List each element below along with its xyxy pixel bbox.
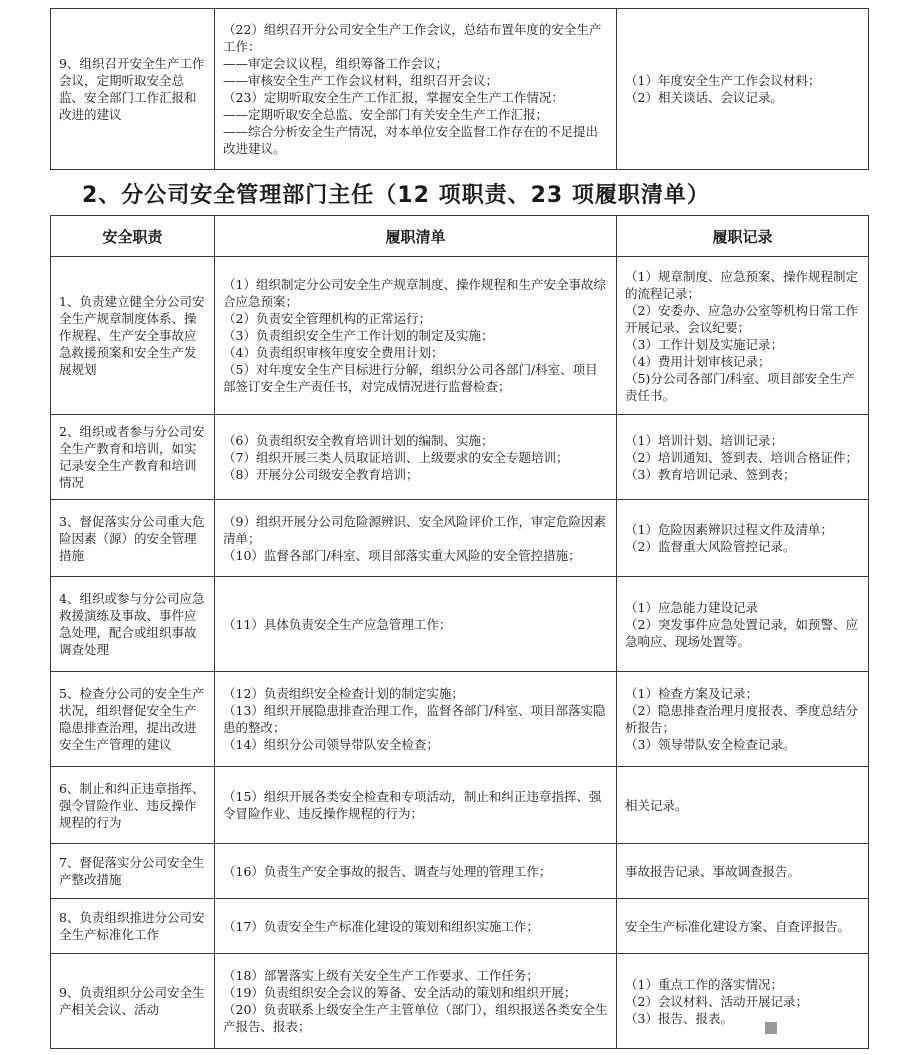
list-item: （3）领导带队安全检查记录。 xyxy=(625,737,796,752)
record-cell xyxy=(617,257,869,415)
list-item: 事故报告记录、事故调查报告。 xyxy=(625,863,801,879)
duty-cell: 2、组织或者参与分公司安全生产教育和培训，如实记录安全生产教育和培训情况 xyxy=(51,415,215,500)
list-item: （2）会议材料、活动开展记录； xyxy=(625,993,808,1009)
table-row xyxy=(51,672,869,767)
list-item: （4）费用计划审核记录； xyxy=(625,353,771,369)
list-item: （14）组织分公司领导带队安全检查； xyxy=(223,737,439,752)
list-item: （2）负责安全管理机构的正常运行； xyxy=(223,311,431,326)
table-row xyxy=(51,257,869,415)
duty-cell: 9、组织召开安全生产工作会议，定期听取安全总监、安全部门工作汇报和改进的建议 xyxy=(51,9,215,170)
list-item: （20）负责联系上级安全生产主管单位（部门），组织报送各类安全生产报告、报表； xyxy=(223,1002,608,1034)
list-item: （5)分公司各部门/科室、项目部安全生产责任书。 xyxy=(625,370,855,403)
record-cell xyxy=(617,672,869,767)
record-cell xyxy=(617,500,869,577)
record-cell xyxy=(617,577,869,672)
list-item: （22）组织召开分公司安全生产工作会议，总结布置年度的安全生产工作： xyxy=(223,22,602,54)
list-item: （6）负责组织安全教育培训计划的编制、实施； xyxy=(223,432,494,448)
list-item: ——审核安全生产工作会议材料，组织召开会议； xyxy=(223,73,499,88)
list-cell xyxy=(215,577,617,672)
table-row xyxy=(51,500,869,577)
record-cell xyxy=(617,844,869,899)
table-row xyxy=(51,577,869,672)
table-row xyxy=(51,9,869,170)
list-item: （13）组织开展隐患排查治理工作，监督各部门/科室、项目部落实隐患的整改； xyxy=(223,703,606,735)
list-item: （2）相关谈话、会议记录。 xyxy=(625,90,783,105)
list-cell xyxy=(215,954,617,1049)
list-cell xyxy=(215,672,617,767)
duty-cell: 9、负责组织分公司安全生产相关会议、活动 xyxy=(51,954,215,1049)
record-cell xyxy=(617,9,869,170)
list-item: （1）规章制度、应急预案、操作规程制定的流程记录； xyxy=(625,268,858,301)
list-item: （3）负责组织安全生产工作计划的制定及实施； xyxy=(223,328,494,343)
section-title: 2、分公司安全管理部门主任（12 项职责、23 项履职清单） xyxy=(82,183,710,208)
list-item: （1）年度安全生产工作会议材料； xyxy=(625,73,821,88)
duty-table xyxy=(50,215,869,1049)
list-item: （3）报告、报表。 xyxy=(625,1010,733,1026)
list-item: （1）危险因素辨识过程文件及清单； xyxy=(625,522,833,537)
list-item: 相关记录。 xyxy=(625,797,688,813)
list-item: （10）监督各部门/科室、项目部落实重大风险的安全管控措施； xyxy=(223,547,581,563)
list-item: （2）突发事件应急处置记录，如预警、应急响应、现场处置等。 xyxy=(625,616,858,649)
watermark-logo-icon xyxy=(765,1022,777,1034)
duty-cell: 5、检查分公司的安全生产状况，组织督促安全生产隐患排查治理，提出改进安全生产管理的建议 xyxy=(51,672,215,767)
list-item: 安全生产标准化建设方案、自查评报告。 xyxy=(625,918,851,934)
record-cell xyxy=(617,954,869,1049)
list-cell xyxy=(215,844,617,899)
list-item: （1）重点工作的落实情况； xyxy=(625,976,783,992)
duty-cell: 8、负责组织推进分公司安全生产标准化工作 xyxy=(51,899,215,954)
table-row xyxy=(51,954,869,1049)
header-duty: 安全职责 xyxy=(51,216,215,257)
list-cell xyxy=(215,500,617,577)
record-cell xyxy=(617,899,869,954)
list-item: ——审定会议议程，组织筹备工作会议； xyxy=(223,56,449,71)
duty-cell: 4、组织或参与分公司应急救援演练及事故、事件应急处理，配合或组织事故调查处理 xyxy=(51,577,215,672)
list-item: （12）负责组织安全检查计划的制定实施； xyxy=(223,686,464,701)
list-item: （5）对年度安全生产目标进行分解，组织分公司各部门/科室、项目部签订安全生产责任书，对完成情况进行监督检查； xyxy=(223,362,598,394)
list-item: （1）组织制定分公司安全生产规章制度、操作规程和生产安全事故综合应急预案； xyxy=(223,277,606,309)
list-item: （3）教育培训记录、签到表； xyxy=(625,466,796,482)
list-item: （4）负责组织审核年度安全费用计划； xyxy=(223,345,444,360)
header-records: 履职记录 xyxy=(617,216,869,257)
list-item: （16）负责生产安全事故的报告、调查与处理的管理工作； xyxy=(223,863,552,879)
table-row xyxy=(51,899,869,954)
list-item: （2）培训通知、签到表、培训合格证件； xyxy=(625,449,858,465)
list-item: （7）组织开展三类人员取证培训、上级要求的安全专题培训； xyxy=(223,449,569,465)
list-item: （9）组织开展分公司危险源辨识、安全风险评价工作，审定危险因素清单； xyxy=(223,513,606,546)
list-cell xyxy=(215,9,617,170)
previous-section-table xyxy=(50,8,869,170)
record-cell xyxy=(617,767,869,844)
table-row xyxy=(51,844,869,899)
list-item: （11）具体负责安全生产应急管理工作； xyxy=(223,616,452,632)
list-item: （15）组织开展各类安全检查和专项活动，制止和纠正违章指挥、强令冒险作业、违反操作规程的行为； xyxy=(223,789,602,821)
list-item: （1）检查方案及记录； xyxy=(625,686,758,701)
list-item: （18）部署落实上级有关安全生产工作要求、工作任务； xyxy=(223,968,539,983)
list-cell xyxy=(215,899,617,954)
table-row xyxy=(51,767,869,844)
list-item: （2）安委办、应急办公室等机构日常工作开展记录、会议纪要； xyxy=(625,302,858,335)
list-item: ——综合分析安全生产情况，对本单位安全监督工作存在的不足提出改进建议。 xyxy=(223,124,599,156)
list-item: （8）开展分公司级安全教育培训； xyxy=(223,466,419,482)
duty-cell: 3、督促落实分公司重大危险因素（源）的安全管理措施 xyxy=(51,500,215,577)
list-item: （17）负责安全生产标准化建设的策划和组织实施工作； xyxy=(223,918,539,934)
list-item: （2）监督重大风险管控记录。 xyxy=(625,539,796,554)
table-header-row xyxy=(51,216,869,257)
list-cell xyxy=(215,415,617,500)
table-row xyxy=(51,415,869,500)
list-item: （23）定期听取安全生产工作汇报，掌握安全生产工作情况： xyxy=(223,90,564,105)
duty-cell: 1、负责建立健全分公司安全生产规章制度体系、操作规程、生产安全事故应急救援预案和安全生产发展规划 xyxy=(51,257,215,415)
list-item: （1）应急能力建设记录 xyxy=(625,599,758,615)
record-cell xyxy=(617,415,869,500)
duty-cell: 7、督促落实分公司安全生产整改措施 xyxy=(51,844,215,899)
list-item: （1）培训计划、培训记录； xyxy=(625,432,783,448)
header-list: 履职清单 xyxy=(215,216,617,257)
list-cell xyxy=(215,767,617,844)
list-item: ——定期听取安全总监、安全部门有关安全生产工作汇报； xyxy=(223,107,549,122)
list-item: （19）负责组织安全会议的筹备、安全活动的策划和组织开展； xyxy=(223,985,577,1000)
list-item: （3）工作计划及实施记录； xyxy=(625,336,783,352)
duty-cell: 6、制止和纠正违章指挥、强令冒险作业、违反操作规程的行为 xyxy=(51,767,215,844)
list-cell xyxy=(215,257,617,415)
list-item: （2）隐患排查治理月度报表、季度总结分析报告； xyxy=(625,703,858,735)
